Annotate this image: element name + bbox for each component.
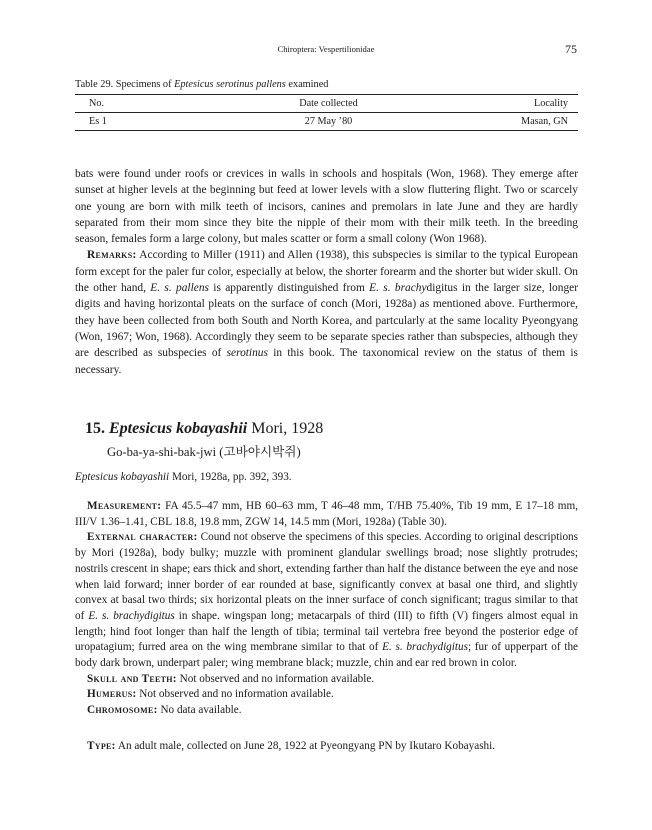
humerus-paragraph [75,687,578,703]
external-text-3: ; fur of upperpart of the body dark brown, underpart paler; wing membrane black; muzzle, chin and ear red brown in color. [75,641,579,670]
skull-label: Skull and Teeth: [87,672,177,685]
species-description [75,499,578,719]
measurement-paragraph [75,499,578,530]
skull-text: Not observed and no information available. [176,672,375,685]
remarks-text-4: in this book. The taxonomical review on the status of them is necessary. [75,347,578,376]
specimens-table [75,94,578,131]
external-text-2: in shape. wingspan long; metacarpals of third (III) to fifth (V) fingers almost equal in length; hind foot longer than half the length of tibia; terminal tail vertebra free beyond the posterior edge of uropatagium; furred area on the wing membrane similar to that of [75,609,578,654]
korean-hangul: (고바야시박쥐) [219,445,301,459]
synonym-citation: Mori, 1928a, pp. 392, 393. [169,471,292,483]
type-label: Type: [87,740,116,752]
species-title [85,420,565,438]
page-header [0,42,652,58]
remarks-taxon-1: E. s. pallens [150,282,209,295]
chromosome-text: No data available. [157,704,242,717]
chromosome-label: Chromosome: [87,704,158,717]
continued-text [75,166,578,378]
remarks-taxon-2: E. s. brachy [369,282,427,295]
remarks-text-3: in the larger size, longer digits and having horizontal pleats on the surface of conch (Mori, 1928a) as mentioned above. Furthermore, they have been collected from both South and North Korea, and partcularly at the same locality Pyeongyang (Won, 1967; Won, 1968). Accordingly they seem to be separate species rather than subspecies, although they are described as subspecies of [75,282,578,360]
humerus-label: Humerus: [87,688,137,701]
external-character-label: External character: [87,531,198,544]
running-head: Chiroptera: Vespertilionidae [277,44,375,54]
remarks-text-2: is apparently distinguished from [208,282,370,295]
measurement-text: FA 45.5–47 mm, HB 60–63 mm, T 46–48 mm, T/HB 75.40%, Tib 19 mm, E 17–18 mm, III/V 1.36–1.41, CBL 18.8, 19.8 mm, ZGW 14, 14.5 mm (Mori, 1928a) (Table 30). [75,500,578,528]
external-taxon-1: E. s. brachydigitus [88,609,175,622]
remarks-taxon-3: serotinus [226,347,268,360]
column-header-locality: Locality [534,98,568,109]
table-row [75,113,578,131]
measurement-label: Measurement: [87,500,162,512]
remarks-label: Remarks: [87,249,137,262]
table-caption-suffix: examined [285,79,329,90]
species-korean-name [85,441,565,460]
synonymy [75,471,292,483]
table-caption-prefix: Table 29. Specimens of [75,79,175,90]
cell-date: 27 May ’80 [304,116,353,127]
cell-no: Es 1 [89,116,107,127]
external-taxon-2: E. s. brachydigitus [382,641,468,654]
humerus-text: Not observed and no information available. [136,688,334,701]
column-header-date: Date collected [299,98,358,109]
remarks-paragraph [75,247,578,377]
remarks-text-1: According to Miller (1911) and Allen (1938), this subspecies is similar to the typical European form except for the paler fur color, especially at below, the shorter forearm and the shorter but wider skull. On the other hand, [75,249,578,295]
type-paragraph [75,740,578,752]
cell-locality: Masan, GN [521,116,568,127]
table-caption-species: Eptesicus serotinus pallens [174,79,286,90]
page-number: 75 [565,42,577,56]
remarks-taxon-2-tail: digitus [426,282,458,295]
type-text: An adult male, collected on June 28, 1922 at Pyeongyang PN by Ikutaro Kobayashi. [115,740,496,752]
external-text-1: Cound not observe the specimens of this species. According to original descriptions by Mori (1928a), body bulky; muzzle with prominent glandular swellings broad; nose slightly protrudes; nostrils crescent in shape; ears thick and short, extending farther than half the distance between the eye and nose when laid forward; inner border of ear rounded at base, significantly convex at basal one third, and slightly convex at basal two thirds; six horizontal pleats on the inner surface of conch significant; tragus similar to that of [75,531,578,622]
table-header-row [75,95,578,113]
species-author: Mori, 1928 [251,420,324,437]
habits-paragraph: bats were found under roofs or crevices in walls in schools and hospitals (Won, 1968). They emerge after sunset at higher levels at the beginning but feed at lower levels with a slow fluttering flight. Two or scarcely one young are born with milk teeth of incisors, canines and premolars in late June and they are hardly separated from their mom since they bite the nipple of their mom with their milk teeth. In the breeding season, females form a large colony, but males scatter or form a small colony (Won 1968). [75,168,578,246]
species-number: 15. [85,420,105,437]
species-heading [85,420,565,460]
column-header-no: No. [89,98,104,109]
korean-romanized: Go-ba-ya-shi-bak-jwi [107,445,217,459]
skull-paragraph [75,672,578,688]
chromosome-paragraph [75,703,578,719]
table-caption [75,79,328,90]
species-name: Eptesicus kobayashii [109,420,248,437]
synonym-name: Eptesicus kobayashii [75,471,170,483]
external-character-paragraph [75,530,578,671]
